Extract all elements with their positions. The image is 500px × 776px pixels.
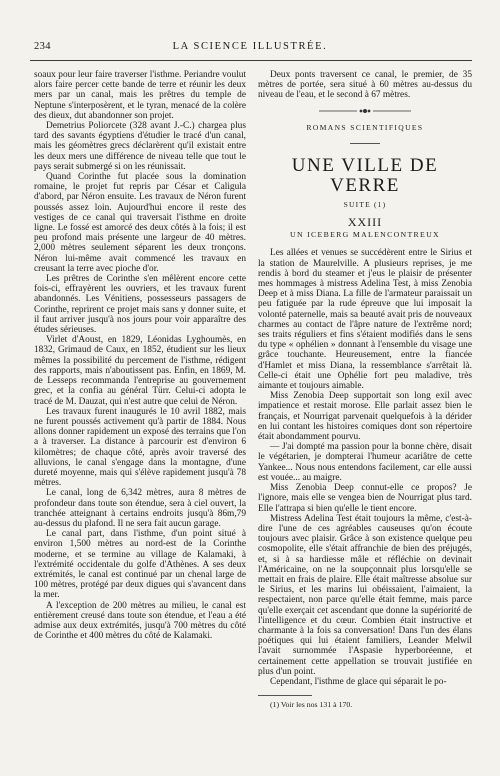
paragraph: Demetrius Poliorcete (328 avant J.-C.) chargea plus tard des savants égyptiens d'étudier le tracé d'un canal, mais les géomètres grecs déclarèrent qu'il existait entre les deux mers une différence de niveau telle que tout le pays serait submergé si on les réunissait. [34, 121, 246, 172]
paragraph: A l'exception de 200 mètres au milieu, le canal est entièrement creusé dans toute son étendue, et l'eau a été admise aux deux extrémités, jusqu'à 700 mètres du côté de Corinthe et 400 mètres du côté de Kalamaki. [34, 600, 246, 642]
article-title: UNE VILLE DE VERRE [291, 154, 439, 196]
footnote-rule [258, 695, 312, 696]
article-suite: SUITE (1) [343, 199, 387, 209]
left-column [34, 70, 246, 641]
page-number: 234 [34, 41, 51, 52]
running-title: LA SCIENCE ILLUSTRÉE. [172, 41, 328, 52]
paragraph: Quand Corinthe fut placée sous la domination romaine, le projet fut repris par César et Caligula d'abord, par Néron ensuite. Les travaux de Néron furent poussés assez loin. Aujourd'hui encore il reste des vestiges de ce canal qui traversait l'isthme en droite ligne. Le fossé est amorcé des deux côtés à la fois; il est peu profond mais présente une largeur de 40 mètres. 2,000 mètres seulement séparent les deux tronçons. Néron lui-même avait commencé les travaux en creusant la terre avec pioche d'or. [34, 172, 246, 274]
section-rubric: ROMANS SCIENTIFIQUES [306, 122, 424, 132]
rubric-rule [350, 143, 380, 144]
paragraph: Miss Zenobia Deep supportait son long exil avec impatience et restait morose. Elle parlait assez bien le français, et Nourrigat parvenait quelquefois à la dérider en lui contant les histoires comiques dont son répertoire était abondamment pourvu. [258, 391, 472, 443]
footnote: (1) Voir les nos 131 à 170. [270, 700, 353, 710]
paragraph: Le canal, long de 6,342 mètres, aura 8 mètres de profondeur dans toute son étendue, sera à ciel ouvert, la tranchée atteignant à certains endroits jusqu'à 86m,79 au-dessus du plafond. Il ne sera fait aucun garage. [34, 488, 246, 529]
paragraph: Virlet d'Aoust, en 1829, Léonidas Lyghoumès, en 1832, Grimaud de Caux, en 1852, étudient sur les lieux mêmes la possibilité du percement de l'isthme, rédigent des rapports, mais n'aboutissent pas. Enfin, en 1869, M. de Lesseps recommanda l'entreprise au gouvernement grec, et la confia au général Türr. Celui-ci adopta le tracé de M. Dauzat, qui n'est autre que celui de Néron. [34, 335, 246, 407]
paragraph: Miss Zenobia Deep connut-elle ce propos? Je l'ignore, mais elle se vengea bien de Nourrigat plus tard. Elle l'attrapa si bien qu'elle le tient encore. [258, 483, 472, 514]
right-column [258, 70, 472, 710]
paragraph: — J'ai dompté ma passion pour la bonne chère, disait le végétarien, je dompterai l'humeur acariâtre de cette Yankee... Nous nous entendons facilement, car elle aussi est vouée... au maigre. [258, 442, 472, 483]
paragraph: Mistress Adelina Test était toujours la même, c'est-à-dire l'une de ces agréables causeuses qu'on écoute toujours avec plaisir. Grâce à son existence quelque peu cosmopolite, elle s'était affranchie de bien des préjugés, et, si à sa hardiesse mâle et réfléchie on devinait l'Américaine, on ne la soupçonnait plus lorsqu'elle se mettait en frais de plaire. Elle était maîtresse absolue sur le Sirius, et les marins lui obéissaient, l'aimaient, la respectaient, non parce qu'elle était femme, mais parce qu'elle exerçait cet ascendant que donne la supériorité de l'intelligence et du cœur. Combien était instructive et charmante à la fois sa conversation! Dans l'un des élans poétiques qui lui étaient familiers, Leander Melwil l'avait surnommée l'Aspasie hyperboréenne, et certainement cette appellation se trouvait justifiée en plus d'un point. [258, 513, 472, 677]
paragraph: Le canal part, dans l'isthme, d'un point situé à environ 1,500 mètres au nord-est de la Corinthe moderne, et se termine au village de Kalamaki, à l'extrémité occidentale du golfe d'Athènes. A ses deux extrémités, le canal est continué par un chenal large de 100 mètres, protégé par deux digues qui s'avancent dans la mer. [34, 529, 246, 601]
paragraph: Les travaux furent inaugurés le 10 avril 1882, mais ne furent poussés activement qu'à partir de 1884. Nous allons donner rapidement un exposé des terrains que l'on a à traverser. La distance à parcourir est d'environ 6 kilomètres; de chaque côté, après avoir traversé des alluvions, le canal s'engage dans la montagne, d'une dureté moyenne, mais qui s'élève rapidement jusqu'à 78 mètres. [34, 406, 246, 489]
chapter-number: XXIII [347, 215, 383, 230]
paragraph: Deux ponts traversent ce canal, le premier, de 35 mètres de portée, sera situé à 60 mètres au-dessus du niveau de l'eau, et le second à 67 mètres. [258, 70, 472, 101]
header-rule [30, 60, 472, 61]
paragraph: Les prêtres de Corinthe s'en mêlèrent encore cette fois-ci, effrayèrent les ouvriers, et les travaux furent abandonnés. Les Vénitiens, possesseurs passagers de Corinthe, reprirent ce projet mais sans y donner suite, et il faut arriver jusqu'à nos jours pour voir apparaître des études sérieuses. [34, 274, 246, 336]
ornament-divider [258, 108, 472, 114]
chapter-title: UN ICEBERG MALENCONTREUX [290, 230, 440, 240]
paragraph: soaux pour leur faire traverser l'isthme. Periandre voulut alors faire percer cette bande de terre et réunir les deux mers par un canal, mais les prêtres du temple de Neptune s'interposèrent, et le tyran, menacé de la colère des dieux, dut abandonner son projet. [34, 70, 246, 121]
page-header [28, 41, 472, 57]
paragraph: Les allées et venues se succédèrent entre le Sirius et la station de Maurelville. A plusieurs reprises, je me rendis à bord du steamer et j'eus le plaisir de présenter mes hommages à mistress Adelina Test, à miss Zenobia Deep et à miss Diana. La fille de l'armateur paraissait un peu fatiguée par la rude épreuve que lui imposait la volonté paternelle, mais sa beauté avait pris de nouveaux charmes au contact de l'âpre nature de l'extrême nord; ses traits réguliers et fins s'étaient modifiés dans le sens du type « ophélien » donnant à l'ensemble du visage une grâce touchante. Heureusement, entre la fiancée d'Hamlet et miss Diana, la ressemblance s'arrêtait là. Celle-ci était une Ophélie fort peu maladive, très aimante et toujours aimable. [258, 248, 472, 392]
paragraph: Cependant, l'isthme de glace qui séparait le po- [270, 676, 447, 687]
